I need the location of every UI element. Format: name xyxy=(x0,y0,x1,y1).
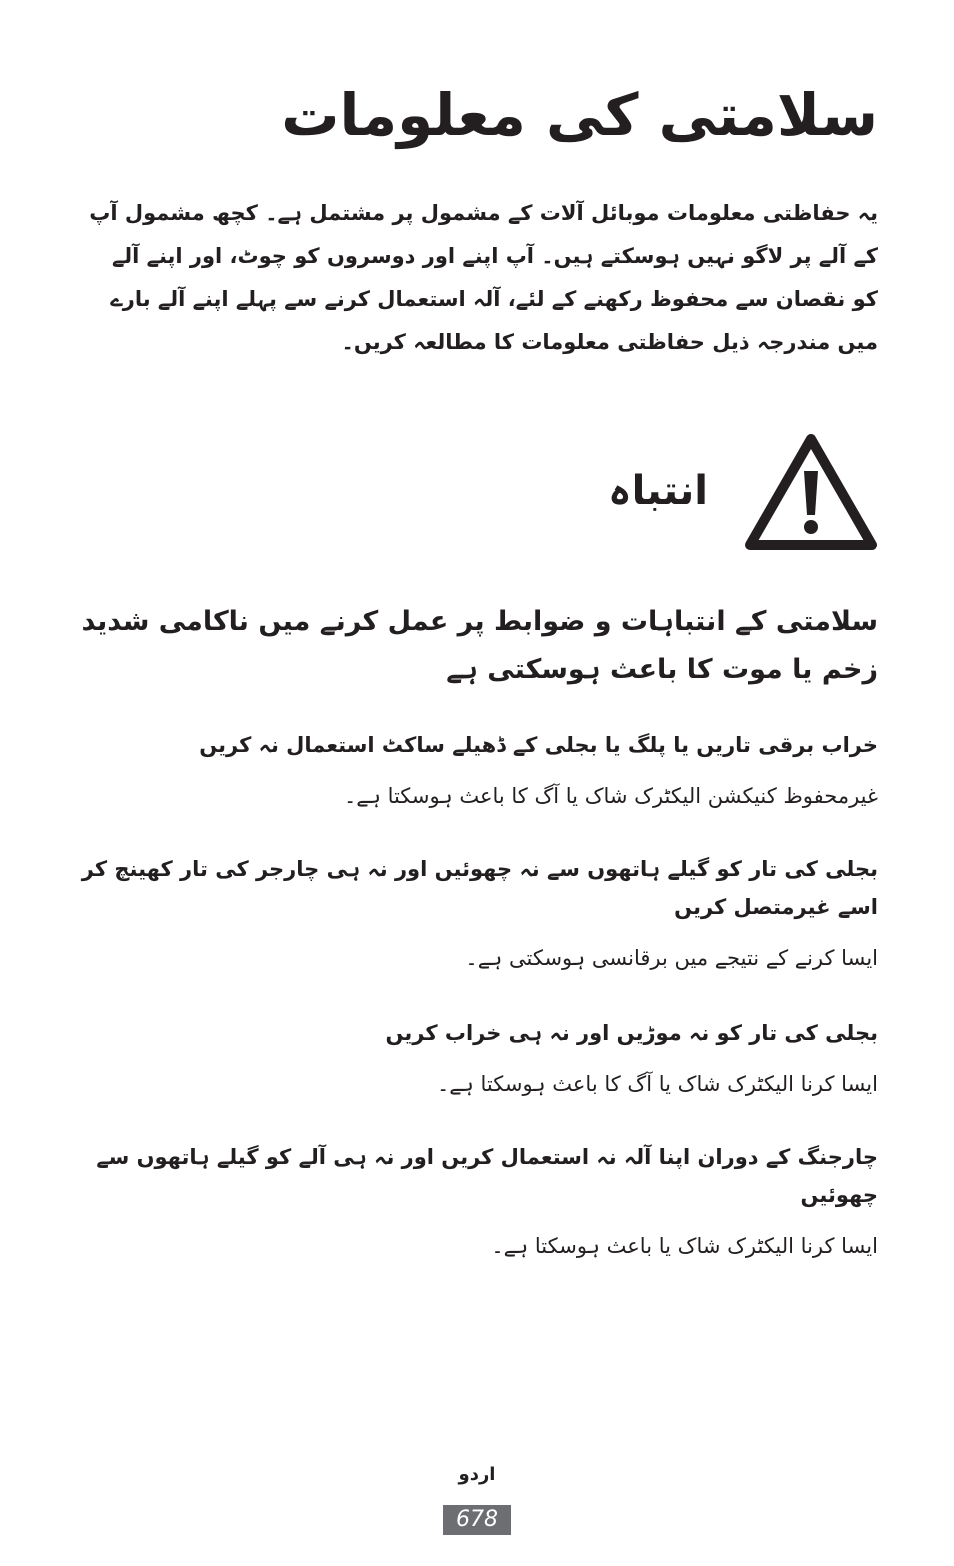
safety-item-text: ایسا کرنا الیکٹرک شاک یا باعث ہوسکتا ہے۔ xyxy=(491,1234,878,1258)
safety-item-text: ایسا کرنا الیکٹرک شاک یا آگ کا باعث ہوسکتا ہے۔ xyxy=(436,1072,878,1096)
warning-triangle-icon xyxy=(742,429,880,553)
section-heading: سلامتی کے انتباہات و ضوابط پر عمل کرنے میں ناکامی شدید زخم یا موت کا باعث ہوسکتی ہے xyxy=(81,606,878,685)
safety-item-text: غیرمحفوظ کنیکشن الیکٹرک شاک یا آگ کا باعث ہوسکتا ہے۔ xyxy=(343,784,878,808)
safety-item xyxy=(80,1138,878,1264)
safety-item-text: ایسا کرنے کے نتیجے میں برقانسی ہوسکتی ہے۔ xyxy=(465,946,878,970)
safety-item xyxy=(80,1014,878,1102)
safety-item xyxy=(80,726,878,814)
warning-title: انتباہ xyxy=(608,467,708,514)
page-number: 678 xyxy=(443,1505,511,1535)
safety-item-heading: خراب برقی تاریں یا پلگ یا بجلی کے ڈھیلے ساکٹ استعمال نہ کریں xyxy=(199,733,878,757)
safety-item xyxy=(80,850,878,976)
intro-paragraph: یہ حفاظتی معلومات موبائل آلات کے مشمول پر مشتمل ہے۔ کچھ مشمول آپ کے آلے پر لاگو نہیں ہوسکتے ہیں۔ آپ اپنے اور دوسروں کو چوٹ، اور اپنے آلے کو نقصان سے محفوظ رکھنے کے لئے، آلہ استعمال کرنے سے پہلے اپنے آلے بارے میں مندرجہ ذیل حفاظتی معلومات کا مطالعہ کریں۔ xyxy=(89,201,878,354)
footer-language: اردو xyxy=(458,1464,496,1485)
page-title: سلامتی کی معلومات xyxy=(281,81,878,149)
safety-item-heading: بجلی کی تار کو گیلے ہاتھوں سے نہ چھوئیں اور نہ ہی چارجر کی تار کھینچ کر اسے غیرمتصل کریں xyxy=(81,857,878,919)
safety-item-heading: بجلی کی تار کو نہ موڑیں اور نہ ہی خراب کریں xyxy=(385,1021,878,1045)
safety-item-heading: چارجنگ کے دوران اپنا آلہ نہ استعمال کریں اور نہ ہی آلے کو گیلے ہاتھوں سے چھوئیں xyxy=(96,1145,878,1207)
warning-header xyxy=(460,428,880,553)
